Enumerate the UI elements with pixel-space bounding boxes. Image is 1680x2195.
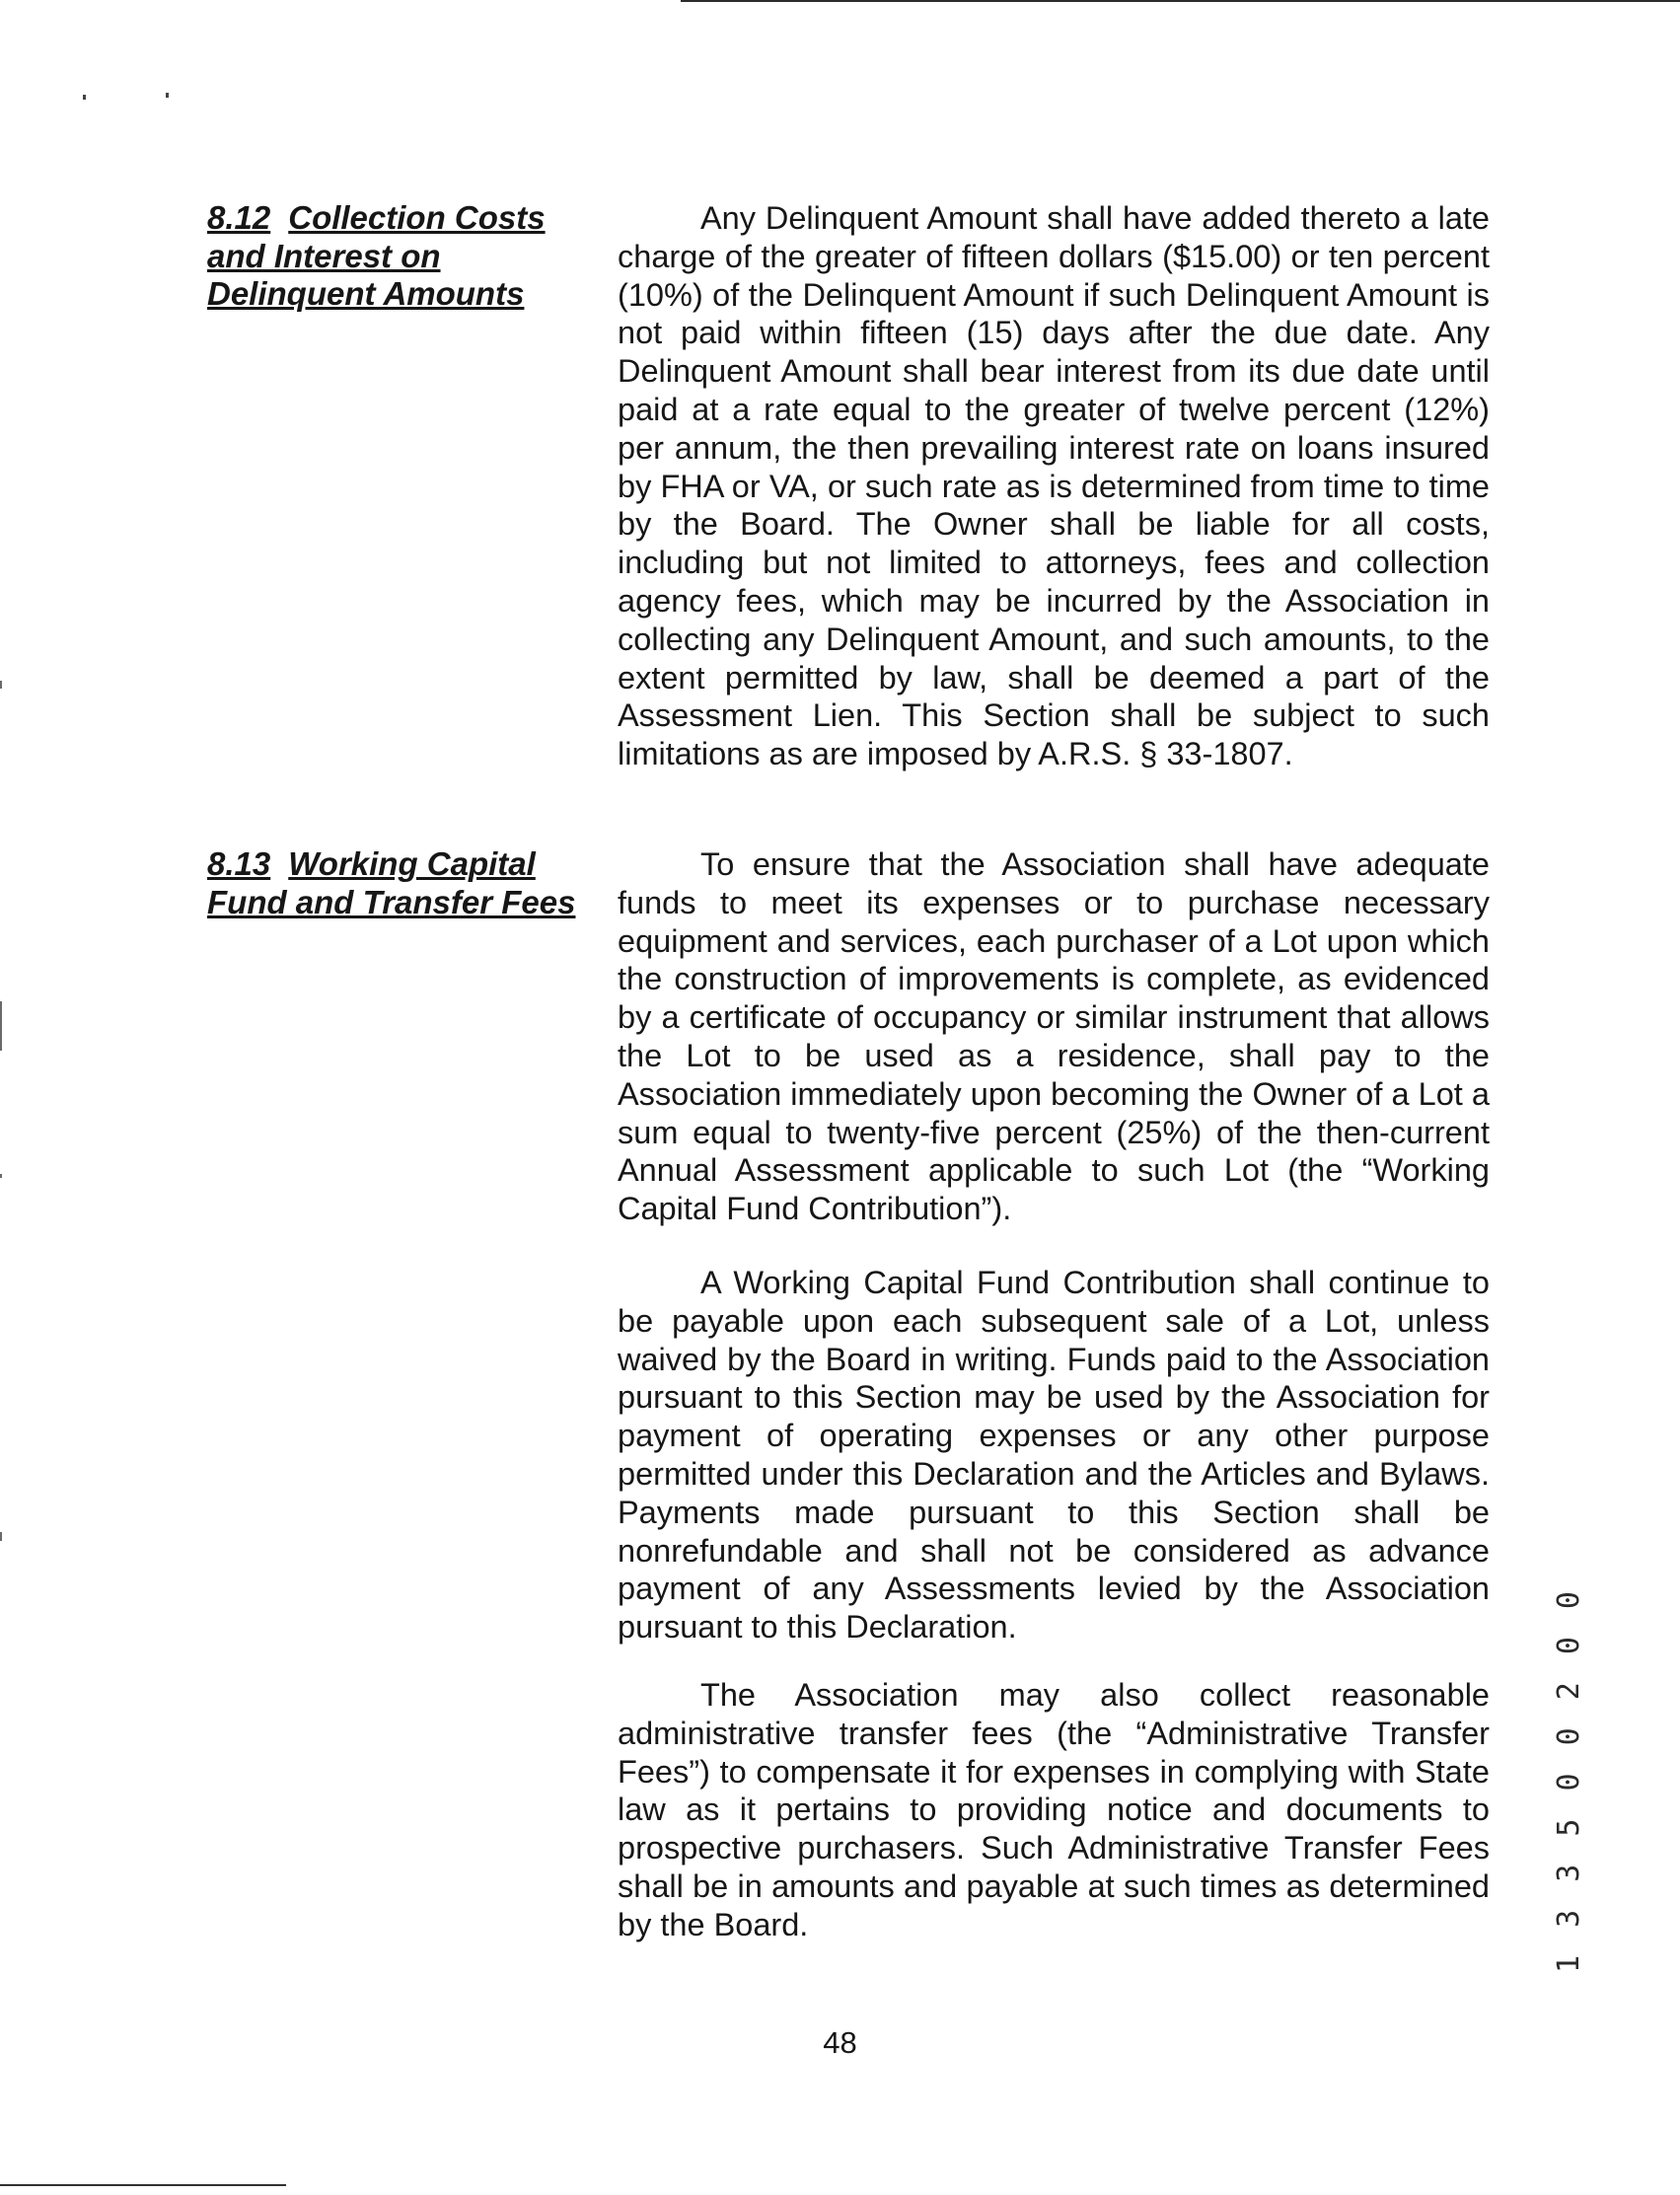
scan-dot xyxy=(83,95,86,100)
section-number: 8.13 xyxy=(207,845,271,882)
section-paragraph: A Working Capital Fund Contribution shall continue to be payable upon each subsequent sale of a Lot, unless waived by the Board in writing. Funds paid to the Association pursuant to this Section may be used by the Association for payment of operating expenses or any other purpose permitted under this Declaration and the Articles and Bylaws. Payments made pursuant to this Section shall be nonrefundable and shall not be considered as advance payment of any Assessments levied by the Association pursuant to this Declaration. xyxy=(618,1265,1490,1646)
scan-mark xyxy=(0,1532,2,1541)
scan-mark xyxy=(0,1001,2,1051)
section-number: 8.12 xyxy=(207,199,271,236)
section-title: Working Capital Fund and Transfer Fees xyxy=(207,845,576,920)
section-paragraph: To ensure that the Association shall have adequate funds to meet its expenses or to purchase necessary equipment and services, each purchaser of a Lot upon which the construction of improvements is complete, as evidenced by a certificate of occupancy or similar instrument that allows the Lot to be used as a residence, shall pay to the Association immediately upon becoming the Owner of a Lot a sum equal to twenty-five percent (25%) of the then-current Annual Assessment applicable to such Lot (the “Working Capital Fund Contribution”). xyxy=(618,846,1490,1227)
section-paragraph: Any Delinquent Amount shall have added thereto a late charge of the greater of fifteen dollars ($15.00) or ten percent (10%) of the Delinquent Amount if such Delinquent Amount is not paid within fifteen (15) days after the due date. Any Delinquent Amount shall bear interest from its due date until paid at a rate equal to the greater of twelve percent (12%) per annum, the then prevailing interest rate on loans insured by FHA or VA, or such rate as is determined from time to time by the Board. The Owner shall be liable for all costs, including but not limited to attorneys, fees and collection agency fees, which may be incurred by the Association in collecting any Delinquent Amount, and such amounts, to the extent permitted by law, shall be deemed a part of the Assessment Lien. This Section shall be subject to such limitations as are imposed by A.R.S. § 33-1807. xyxy=(618,200,1490,772)
scan-edge-bottom xyxy=(0,2184,286,2186)
scan-dot xyxy=(166,93,169,98)
document-recording-number: 1 3 3 5 0 0 2 0 0 xyxy=(1552,1586,1586,1974)
scan-mark xyxy=(0,1174,2,1178)
section-title: Collection Costs and Interest on Delinquent Amounts xyxy=(207,199,546,312)
section-heading xyxy=(207,199,602,314)
section-paragraph: The Association may also collect reasonable administrative transfer fees (the “Administrative Transfer Fees”) to compensate it for expenses in complying with State law as it pertains to providing notice and documents to prospective purchasers. Such Administrative Transfer Fees shall be in amounts and payable at such times as determined by the Board. xyxy=(618,1677,1490,1942)
page-number: 48 xyxy=(823,2025,857,2060)
scan-edge-top xyxy=(681,0,1680,2)
scan-mark xyxy=(0,681,2,689)
section-heading xyxy=(207,845,602,921)
